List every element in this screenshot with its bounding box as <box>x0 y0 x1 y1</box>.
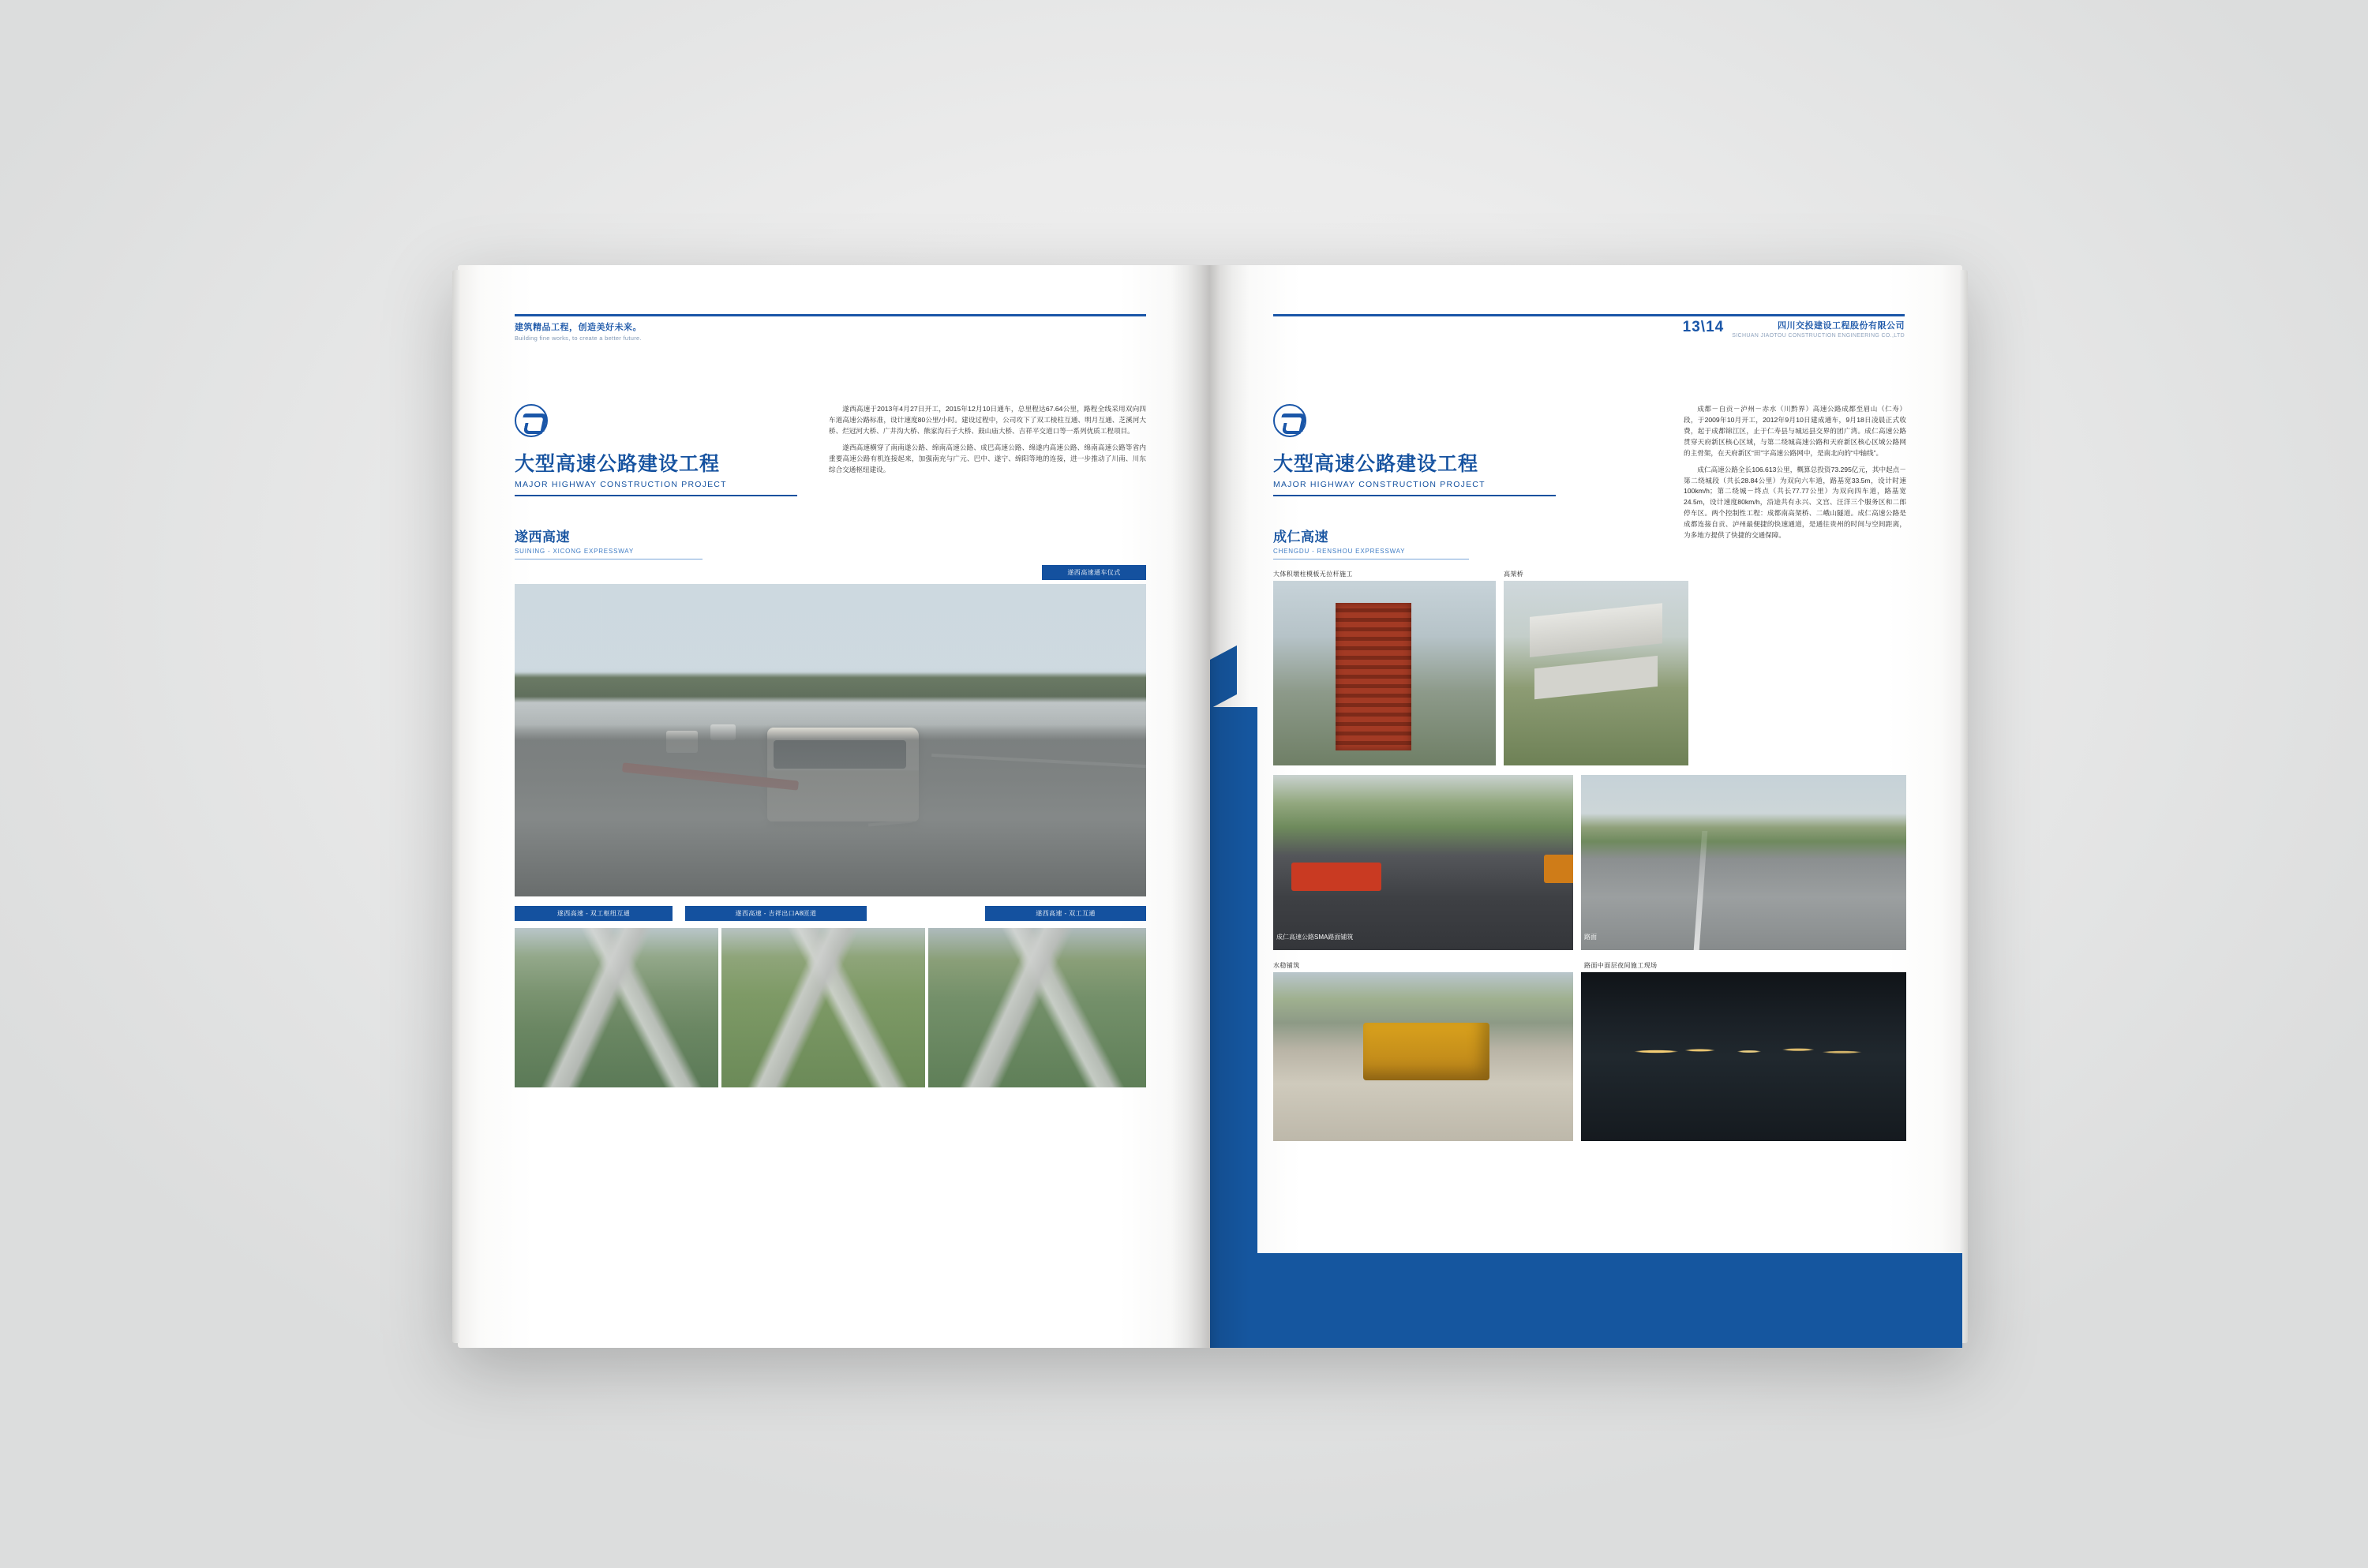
blue-bottom-band <box>1210 1253 1962 1348</box>
bus-windows <box>774 740 906 769</box>
right-section-block <box>1273 526 1478 559</box>
left-page-title: 大型高速公路建设工程 <box>515 453 721 475</box>
caption-stabilized: 水稳铺筑 <box>1273 962 1300 969</box>
right-section-title: 成仁高速 <box>1273 530 1328 544</box>
right-paragraph-1: 成都－自贡－泸州－赤水（川黔界）高速公路成都至眉山（仁寿）段，于2009年10月开工，2012年9月10日建成通车，9月18日凌晨正式收费，起于成都锦江区，止于仁寿县与城运县交界的团广湾。成仁高速公路贯穿天府新区核心区域，与第二绕城高速公路和天府新区核心区域公路网的主骨架，在天府新区“田”字高速公路网中，是南北向的“中轴线”。 <box>1684 405 1906 457</box>
company-logo-icon <box>515 404 548 437</box>
left-paragraph-1: 遂西高速于2013年4月27日开工，2015年12月10日通车，总里程达67.64公里，路程全线采用双向四车道高速公路标准，设计速度80公里/小时。建设过程中，公司攻下了双工棱柱互通、明月互通、芝溪河大桥、烂冠河大桥、广井沟大桥、熊家沟石子大桥、鼓山庙大桥、吉祥平交道口等一系列优质工程项目。 <box>829 405 1146 435</box>
caption-roadbed: 路面 <box>1584 934 1597 941</box>
caption-thumb-2: 遂西高速 - 吉祥出口A8匝道 <box>685 906 867 921</box>
right-section-title-en: CHENGDU - RENSHOU EXPRESSWAY <box>1273 548 1406 555</box>
left-section-title: 遂西高速 <box>515 530 570 544</box>
slogan-en: Building fine works, to create a better future. <box>515 335 642 342</box>
right-page-title: 大型高速公路建设工程 <box>1273 453 1479 475</box>
left-header-slogan <box>515 320 642 342</box>
right-body-text <box>1684 404 1906 547</box>
caption-main-photo: 遂西高速通车仪式 <box>1042 565 1146 580</box>
left-page-title-en: MAJOR HIGHWAY CONSTRUCTION PROJECT <box>515 480 727 489</box>
left-body-text <box>829 404 1146 481</box>
photo-opening-ceremony <box>515 584 1146 896</box>
left-page-edge <box>452 270 460 1343</box>
blue-accent-wedge <box>1210 646 1237 709</box>
left-paragraph-2: 遂西高速横穿了南南遂公路、绵南高速公路、成巴高速公路、绵遂内高速公路、绵南高速公路等省内重要高速公路有机连接起来，加强南充与广元、巴中、遂宁、绵阳等地的连接，进一步推动了川南、川东综合交通枢纽建设。 <box>829 443 1146 473</box>
photo-viaduct <box>1504 581 1688 765</box>
caption-thumb-3: 遂西高速 - 双工互通 <box>985 906 1146 921</box>
left-section-title-en: SUINING - XICONG EXPRESSWAY <box>515 548 634 555</box>
caption-sma: 成仁高速公路SMA路面铺筑 <box>1276 934 1354 941</box>
photo-interchange-3 <box>928 928 1146 1087</box>
left-page <box>458 265 1210 1348</box>
car-vehicle <box>710 724 736 740</box>
caption-night: 路面中面层夜间施工现场 <box>1584 962 1658 969</box>
magazine-spread <box>458 265 1962 1348</box>
photo-interchange-1 <box>515 928 718 1087</box>
blue-side-band <box>1210 707 1257 1348</box>
page-number: 13\14 <box>1682 319 1725 335</box>
photo-formwork <box>1273 581 1496 765</box>
right-header-rule <box>1273 314 1905 316</box>
left-section-block <box>515 526 712 559</box>
photo-roadbed <box>1581 775 1906 950</box>
caption-formwork: 大体积墩柱模板无拉杆施工 <box>1273 571 1353 578</box>
car-vehicle <box>666 731 698 753</box>
company-name-en: SICHUAN JIAOTOU CONSTRUCTION ENGINEERING CO.,LTD <box>1732 333 1905 339</box>
company-logo-icon <box>1273 404 1306 437</box>
right-title-underline <box>1273 495 1556 496</box>
left-title-block <box>515 448 815 496</box>
left-title-underline <box>515 495 797 496</box>
caption-viaduct: 高架桥 <box>1504 571 1524 578</box>
right-title-block <box>1273 448 1573 496</box>
company-name-cn: 四川交投建设工程股份有限公司 <box>1778 321 1905 331</box>
right-header-group <box>1683 319 1905 339</box>
photo-sma-paving <box>1273 775 1573 950</box>
road-marking <box>792 776 824 781</box>
guardrail <box>931 754 1146 768</box>
photo-night-paving <box>1581 972 1906 1141</box>
road-marking <box>868 820 912 827</box>
slogan-cn: 建筑精品工程，创造美好未来。 <box>515 323 642 332</box>
left-header-rule <box>515 314 1146 316</box>
photo-interchange-2 <box>721 928 925 1087</box>
caption-thumb-1: 遂西高速 - 双工枢纽互通 <box>515 906 673 921</box>
right-paragraph-2: 成仁高速公路全长106.613公里，概算总投资73.295亿元，其中起点－第二绕城段（共长28.84公里）为双向六车道，路基宽33.5m，设计时速100km/h；第二绕城－终点（共长77.77公里）为双向四车道，路基宽24.5m，设计速度80km/h，沿途共有永兴、文宫、汪洋三个服务区和二郎停车区。两个控制性工程：成都南高架桥、二峨山隧道。成仁高速公路是成都连接自贡、泸州最便捷的快速通道，是通往贵州的时间与空间距离，为多地方提供了快捷的交通保障。 <box>1684 465 1906 540</box>
bus-vehicle <box>767 728 919 821</box>
right-page-edge <box>1960 270 1968 1343</box>
right-page-title-en: MAJOR HIGHWAY CONSTRUCTION PROJECT <box>1273 480 1486 489</box>
photo-water-stabilized-paving <box>1273 972 1573 1141</box>
red-ribbon <box>622 762 799 790</box>
right-page <box>1210 265 1962 1348</box>
